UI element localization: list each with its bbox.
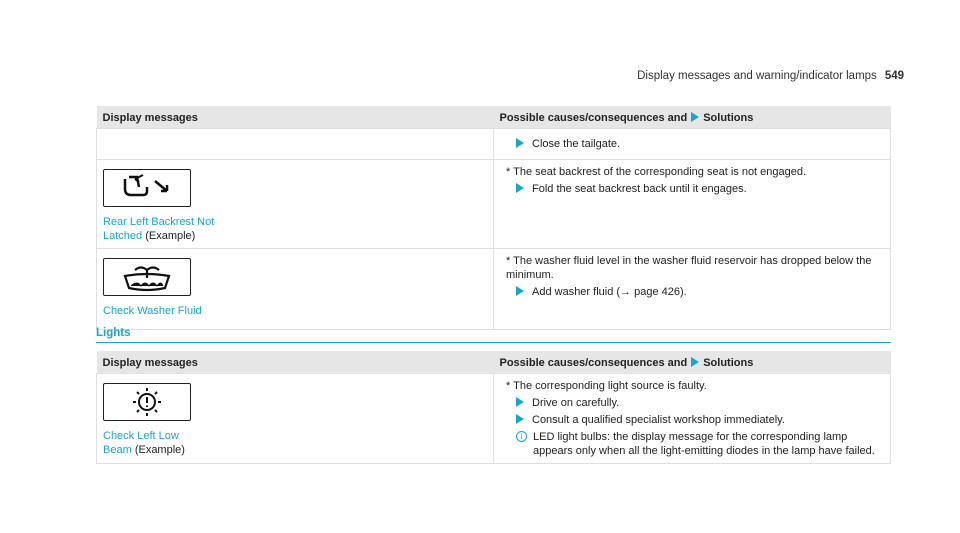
cause-text: * The corresponding light source is faulty.: [506, 380, 707, 392]
table-row: [97, 249, 891, 330]
messages-table-2: [96, 351, 891, 464]
running-header: [637, 70, 904, 82]
table-row: [97, 160, 891, 249]
display-message: Check Left Low Beam (Example): [103, 430, 185, 456]
col-display-messages: Display messages: [97, 106, 494, 129]
display-message: Check Washer Fluid: [103, 305, 202, 317]
section-title-lights: Lights: [96, 327, 891, 343]
display-message: Rear Left Backrest Not Latched (Example): [103, 216, 215, 242]
seat-backrest-icon: [103, 169, 191, 207]
info-note: i LED light bulbs: the display message for the corresponding lamp appears only when all the light-emitting diodes in the lamp have failed.: [500, 430, 884, 458]
solution-step: Fold the seat backrest back until it engages.: [500, 182, 884, 196]
col-causes-solutions: Possible causes/consequences and Solutions: [494, 106, 891, 129]
col-display-messages: Display messages: [97, 351, 494, 374]
arrow-icon: [691, 357, 699, 367]
solution-step: Add washer fluid (→ page 426).: [500, 285, 884, 299]
page-number: 549: [884, 70, 904, 82]
col-causes-solutions: Possible causes/consequences and Solutions: [494, 351, 891, 374]
arrow-icon: [516, 397, 524, 407]
info-icon: i: [516, 431, 527, 442]
table-header-row: [97, 351, 891, 374]
table-row: [97, 129, 891, 160]
solution-step: Consult a qualified specialist workshop immediately.: [500, 413, 884, 427]
cause-text: * The washer fluid level in the washer fluid reservoir has dropped below the minimum.: [506, 255, 872, 281]
arrow-icon: [516, 138, 524, 148]
table-header-row: [97, 106, 891, 129]
table-row: [97, 374, 891, 464]
solution-step: Close the tailgate.: [500, 137, 884, 151]
header-title: Display messages and warning/indicator lamps: [637, 70, 877, 82]
arrow-icon: [516, 183, 524, 193]
low-beam-fault-icon: [103, 383, 191, 421]
washer-fluid-icon: [103, 258, 191, 296]
page-reference-link[interactable]: → page 426: [620, 286, 680, 298]
messages-table-1: [96, 106, 891, 330]
arrow-icon: [516, 414, 524, 424]
arrow-icon: [516, 286, 524, 296]
solution-step: Drive on carefully.: [500, 396, 884, 410]
cause-text: * The seat backrest of the corresponding seat is not engaged.: [506, 166, 807, 178]
arrow-icon: [691, 112, 699, 122]
